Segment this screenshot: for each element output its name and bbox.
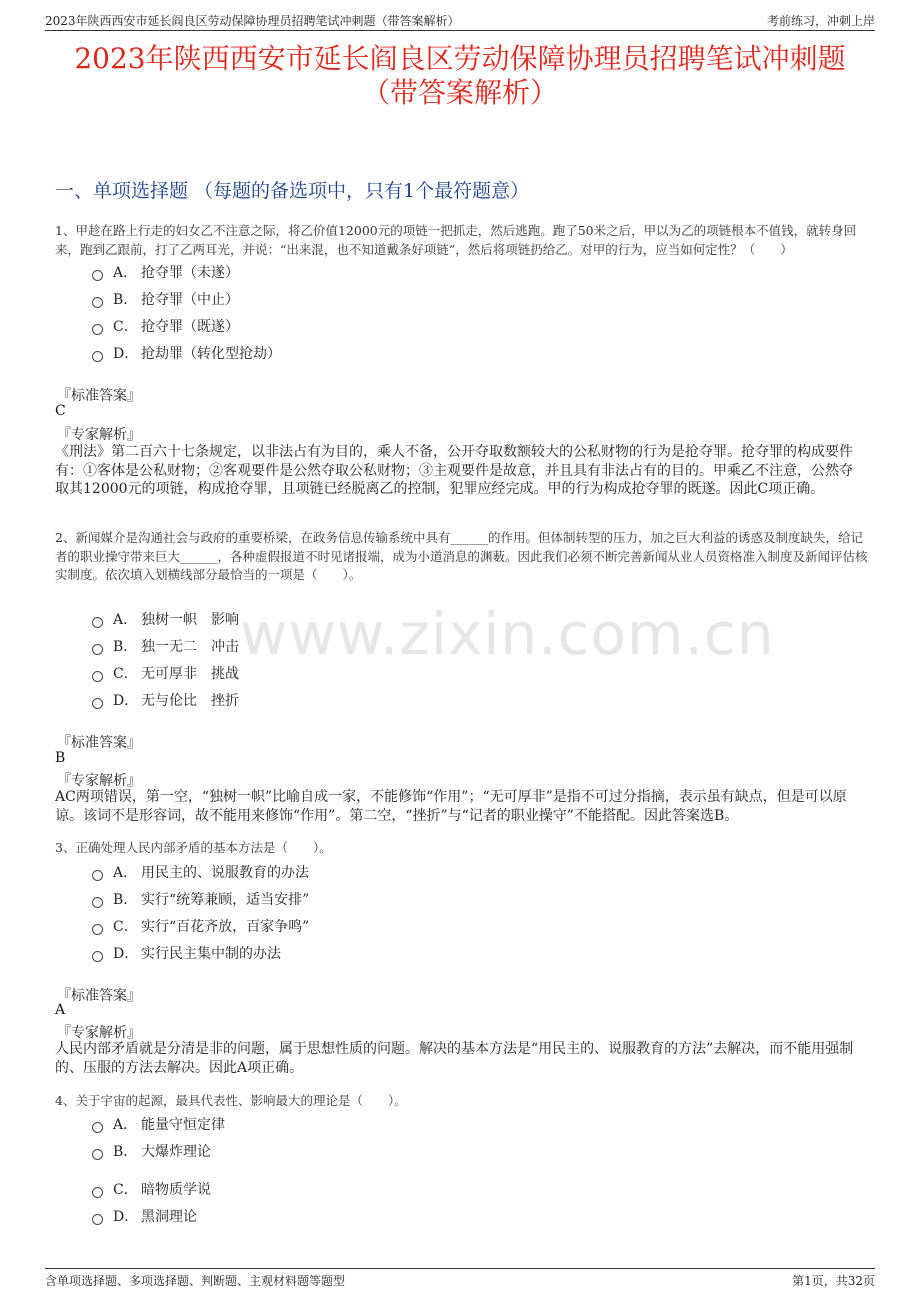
question-3-stem: 3、正确处理人民内部矛盾的基本方法是（ ）。 <box>55 840 332 855</box>
answer-label: 『标准答案』 <box>57 388 141 404</box>
title-line-2: （带答案解析） <box>361 76 558 109</box>
radio-icon[interactable] <box>92 617 103 628</box>
radio-icon[interactable] <box>92 897 103 908</box>
page-header <box>45 10 875 31</box>
question-2-option-c[interactable]: C． 无可厚非 挑战 <box>92 663 239 683</box>
question-4-option-d[interactable]: D． 黑洞理论 <box>92 1206 197 1226</box>
question-4-option-c[interactable]: C． 暗物质学说 <box>92 1179 211 1199</box>
page-footer <box>45 1268 875 1288</box>
question-4-option-a[interactable]: A． 能量守恒定律 <box>92 1114 225 1134</box>
question-1-option-d[interactable]: D． 抢劫罪（转化型抢劫） <box>92 343 281 363</box>
question-3-option-b[interactable]: B． 实行“统筹兼顾，适当安排” <box>92 889 309 909</box>
answer-label: 『标准答案』 <box>57 988 141 1004</box>
radio-icon[interactable] <box>92 698 103 709</box>
radio-icon[interactable] <box>92 924 103 935</box>
radio-icon[interactable] <box>92 870 103 881</box>
radio-icon[interactable] <box>92 1187 103 1198</box>
title-line-1: 2023年陕西西安市延长阎良区劳动保障协理员招聘笔试冲刺题 <box>74 42 846 75</box>
section-heading: 一、单项选择题 （每题的备选项中，只有1个最符题意） <box>55 180 530 202</box>
watermark: www.zixin.com.cn <box>240 600 775 668</box>
radio-icon[interactable] <box>92 1122 103 1133</box>
page-number: 第1页，共32页 <box>792 1274 875 1288</box>
question-1-explanation: 《刑法》第二百六十七条规定，以非法占有为目的，乘人不备，公开夺取数额较大的公私财物的行为是抢夺罪。抢夺罪的构成要件有：①客体是公私财物；②客观要件是公然夺取公私财物；③主观要件是故意，并且具有非法占有的目的。甲乘乙不注意，公然夺取其12000元的项链，构成抢夺罪，且项链已经脱离乙的控制，犯罪应经完成。甲的行为构成抢夺罪的既遂。因此C项正确。 <box>55 444 853 497</box>
answer-label: 『标准答案』 <box>57 735 141 751</box>
radio-icon[interactable] <box>92 1214 103 1225</box>
question-1-option-b[interactable]: B． 抢夺罪（中止） <box>92 289 239 309</box>
radio-icon[interactable] <box>92 270 103 281</box>
question-3-option-d[interactable]: D． 实行民主集中制的办法 <box>92 943 281 963</box>
radio-icon[interactable] <box>92 644 103 655</box>
expert-label: 『专家解析』 <box>57 773 141 789</box>
expert-label: 『专家解析』 <box>57 1025 141 1041</box>
question-1-stem: 1、甲趁在路上行走的妇女乙不注意之际，将乙价值12000元的项链一把抓走，然后逃跑。跑了50米之后，甲以为乙的项链根本不值钱，就转身回来，跑到乙跟前，打了乙两耳光，并说：“出来混，也不知道戴条好项链”，然后将项链扔给乙。对甲的行为，应当如何定性？（ ） <box>55 223 857 257</box>
question-4-option-b[interactable]: B． 大爆炸理论 <box>92 1141 211 1161</box>
question-3-explanation: 人民内部矛盾就是分清是非的问题，属于思想性质的问题。解决的基本方法是“用民主的、说服教育的方法”去解决，而不能用强制的、压服的方法去解决。因此A项正确。 <box>55 1041 854 1076</box>
header-title: 2023年陕西西安市延长阎良区劳动保障协理员招聘笔试冲刺题（带答案解析） <box>45 14 460 28</box>
question-4-stem: 4、关于宇宙的起源，最具代表性、影响最大的理论是（ ）。 <box>55 1093 407 1108</box>
document-title <box>0 42 920 110</box>
radio-icon[interactable] <box>92 1149 103 1160</box>
question-3-option-c[interactable]: C． 实行“百花齐放，百家争鸣” <box>92 916 309 936</box>
question-3-option-a[interactable]: A． 用民主的、说服教育的办法 <box>92 862 309 882</box>
question-2-answer: B <box>55 750 66 766</box>
radio-icon[interactable] <box>92 324 103 335</box>
question-2-option-b[interactable]: B． 独一无二 冲击 <box>92 636 239 656</box>
question-1-option-c[interactable]: C． 抢夺罪（既遂） <box>92 316 239 336</box>
question-3-answer: A <box>55 1002 66 1018</box>
question-2-explanation: AC两项错误，第一空，“独树一帜”比喻自成一家，不能修饰“作用”；“无可厚非”是指不可过分指摘，表示虽有缺点，但是可以原谅。该词不是形容词，故不能用来修饰“作用”。第二空，“挫折”与“记者的职业操守”不能搭配。因此答案选B。 <box>55 789 847 824</box>
question-1-option-a[interactable]: A． 抢夺罪（未遂） <box>92 262 239 282</box>
question-2-stem: 2、新闻媒介是沟通社会与政府的重要桥梁，在政务信息传输系统中具有______的作用。但体制转型的压力，加之巨大利益的诱惑及制度缺失，给记者的职业操守带来巨大______，各种虚假报道不时见诸报端，成为小道消息的渊薮。因此我们必须不断完善新闻从业人员资格准入制度及新闻评估核实制度。依次填入划横线部分最恰当的一项是（ ）。 <box>55 530 868 582</box>
radio-icon[interactable] <box>92 951 103 962</box>
radio-icon[interactable] <box>92 351 103 362</box>
question-2-option-a[interactable]: A． 独树一帜 影响 <box>92 609 239 629</box>
radio-icon[interactable] <box>92 297 103 308</box>
question-2-option-d[interactable]: D． 无与伦比 挫折 <box>92 690 239 710</box>
radio-icon[interactable] <box>92 671 103 682</box>
footer-question-types: 含单项选择题、多项选择题、判断题、主观材料题等题型 <box>45 1274 346 1288</box>
question-1-answer: C <box>55 403 66 419</box>
header-slogan: 考前练习，冲刺上岸 <box>766 14 875 28</box>
expert-label: 『专家解析』 <box>57 427 141 443</box>
